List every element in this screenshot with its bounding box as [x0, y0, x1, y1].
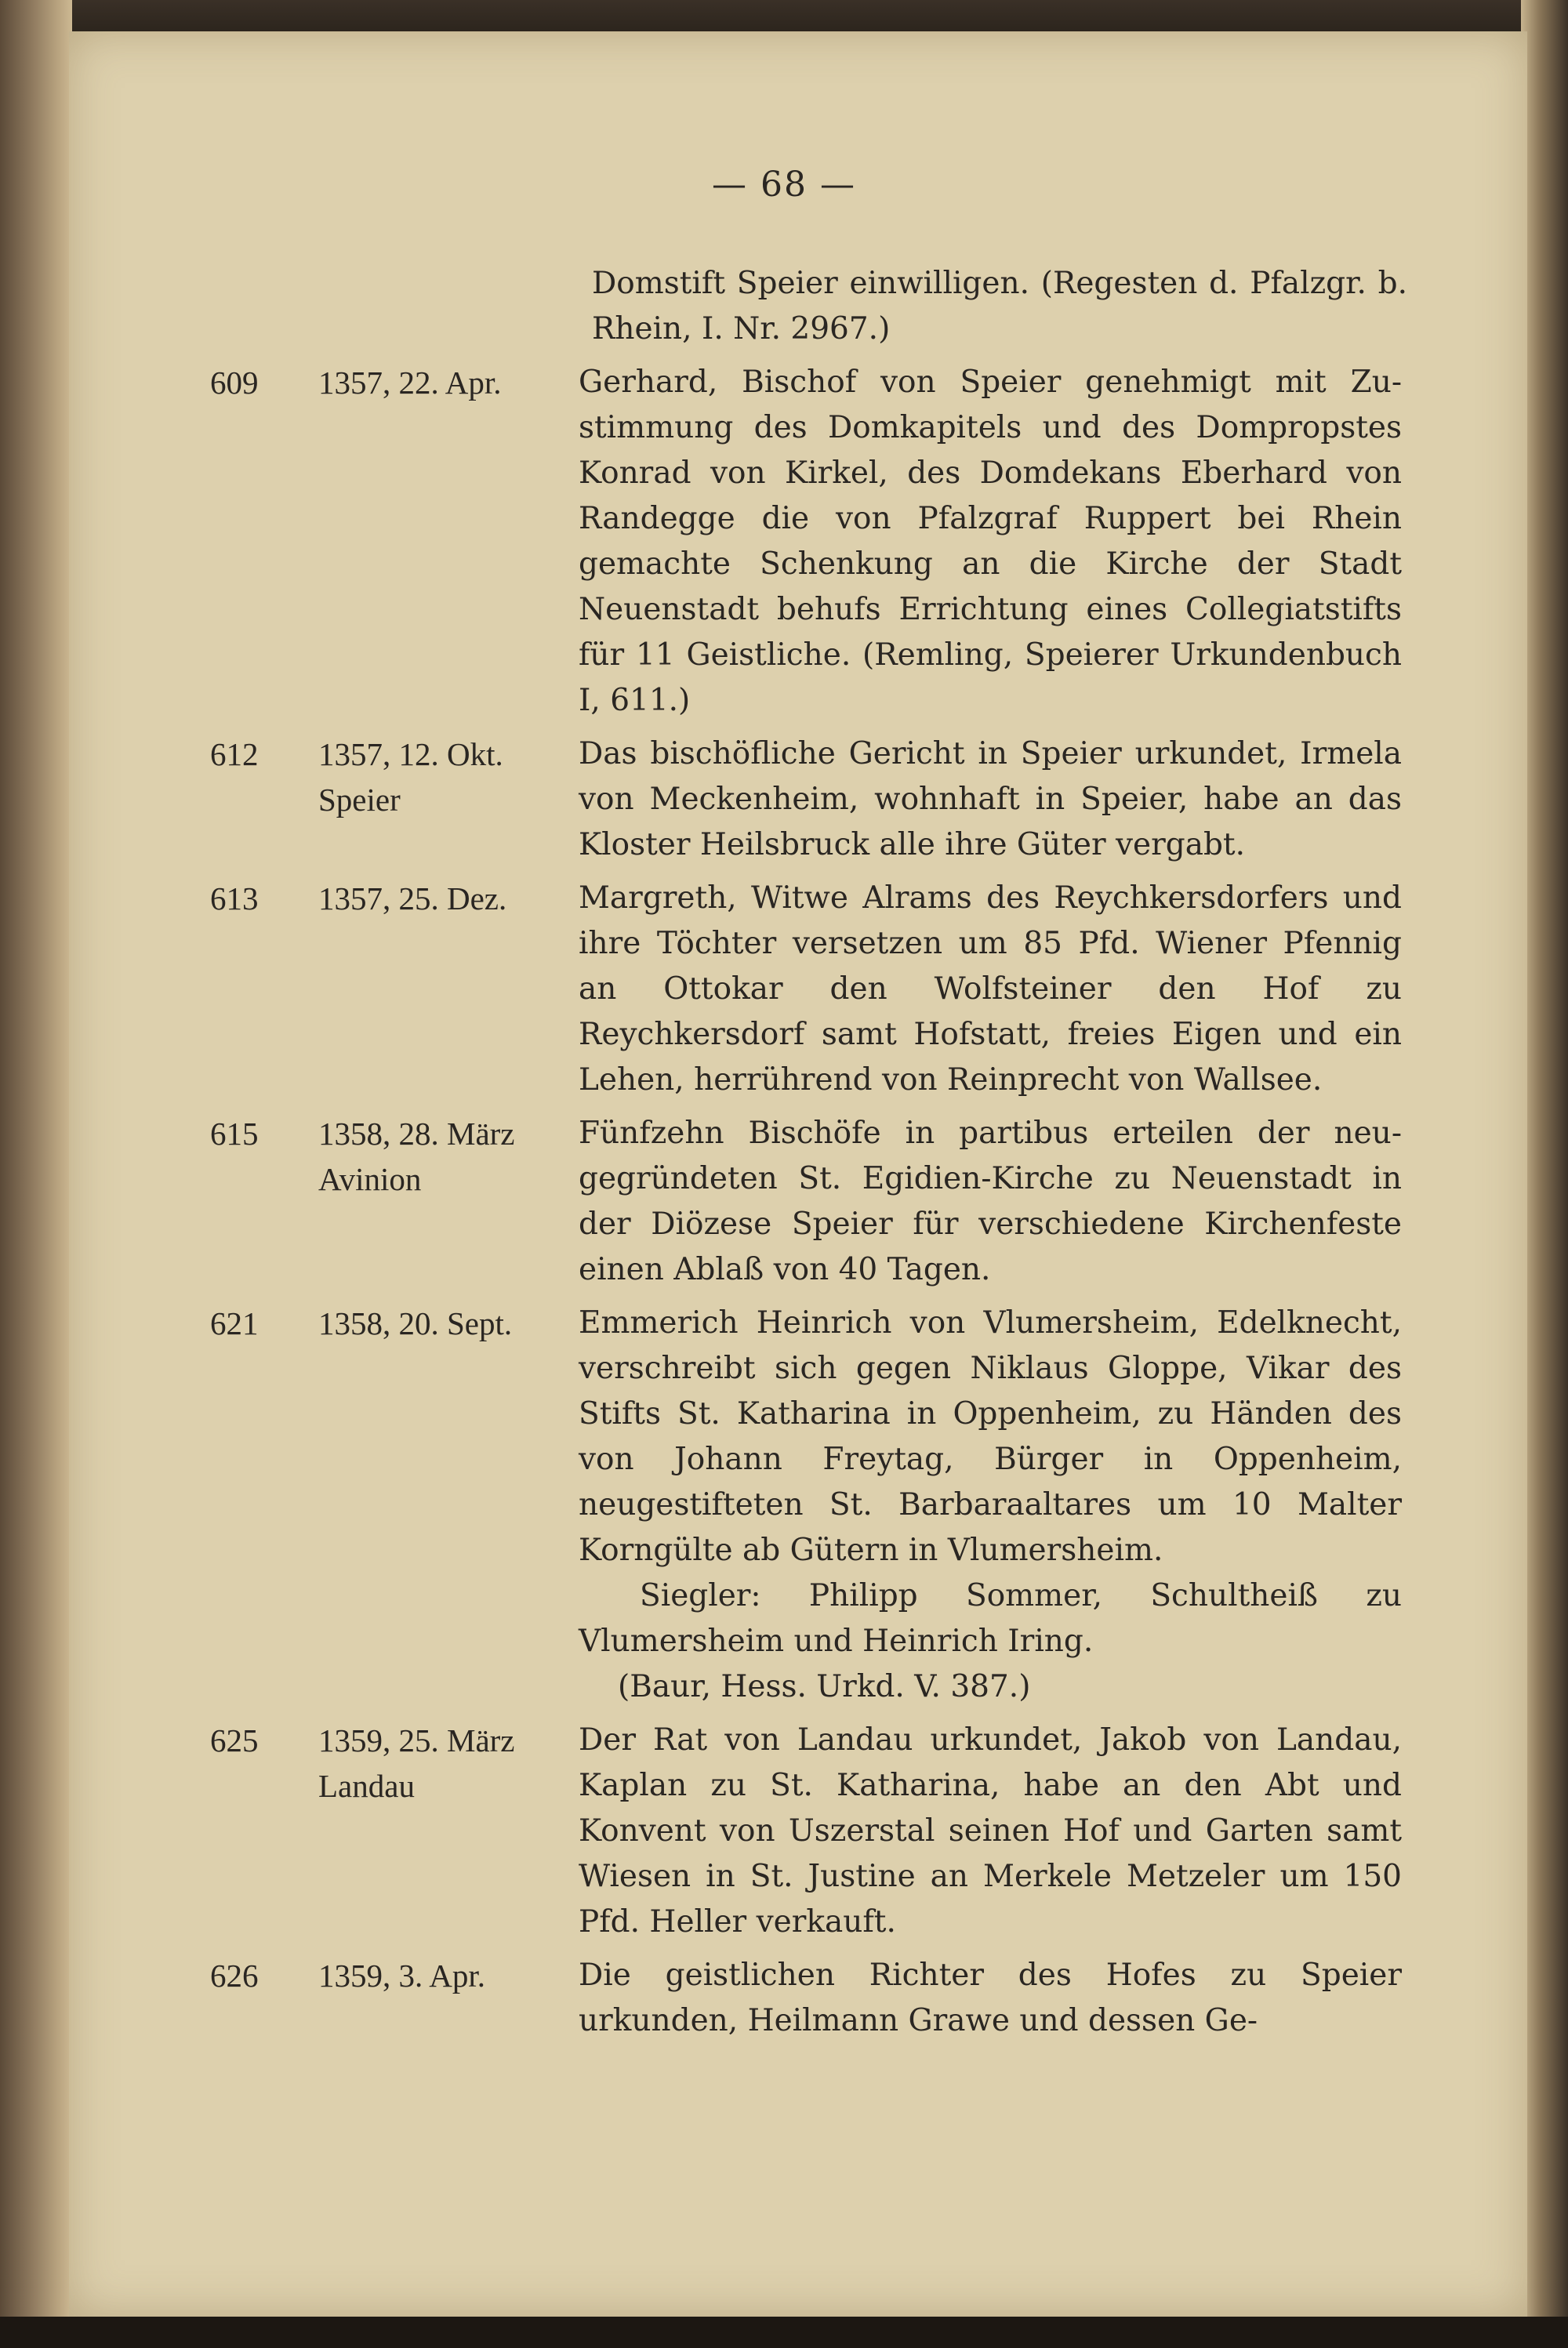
- entry-place: Avinion: [318, 1161, 422, 1197]
- entry-paragraph: Der Rat von Landau urkundet, Jakob von Landau, Kaplan zu St. Katharina, habe an den Abt und Konvent von Uszerstal seinen Hof und Garten samt Wiesen in St. Justine an Merkele Metzeler um 150 Pfd. Heller verkauft.: [579, 1722, 1402, 1940]
- regesta-list: [0, 261, 1568, 2044]
- entry-date: 1359, 3. Apr.: [318, 1958, 485, 1994]
- entry-text: [579, 1301, 1402, 1710]
- entry-number: 609: [210, 365, 259, 401]
- entry-date: 1357, 25. Dez.: [318, 880, 507, 916]
- continuation-text: [592, 261, 1407, 352]
- entry-text: [579, 1111, 1402, 1293]
- entry-text: [579, 1953, 1402, 2044]
- entry-paragraph: Das bischöfliche Gericht in Speier urkundet, Irmela von Meckenheim, wohnhaft in Speier, habe an das Kloster Heilsbruck alle ihre Güter vergabt.: [579, 736, 1402, 862]
- entry-sealers: Siegler: Philipp Sommer, Schultheiß zu Vlumersheim und Heinrich Iring.: [579, 1578, 1402, 1659]
- entry-date: 1358, 20. Sept.: [318, 1305, 513, 1341]
- entry-text: [579, 731, 1402, 868]
- entry-date-place: [318, 876, 569, 921]
- book-edge-top: [0, 0, 1568, 34]
- regest-entry-609: [0, 360, 1568, 724]
- entry-date: 1357, 22. Apr.: [318, 365, 502, 401]
- entry-text: [579, 876, 1402, 1103]
- regest-entry-613: [0, 876, 1568, 1103]
- regest-entry-612: [0, 731, 1568, 868]
- entry-date-place: [318, 1953, 569, 1998]
- entry-date-place: [318, 1301, 569, 1346]
- regest-entry-615: [0, 1111, 1568, 1293]
- regest-entry-625: [0, 1718, 1568, 1945]
- entry-citation: (Baur, Hess. Urkd. V. 387.): [618, 1669, 1031, 1704]
- regest-entry-621: [0, 1301, 1568, 1710]
- regest-entry-626: [0, 1953, 1568, 2044]
- entry-date-place: [318, 1718, 569, 1809]
- entry-number: 612: [210, 736, 259, 772]
- entry-text: [579, 360, 1402, 724]
- book-edge-bottom: [0, 2317, 1568, 2348]
- entry-text: [579, 1718, 1402, 1945]
- entry-date: 1357, 12. Okt.: [318, 736, 503, 772]
- entry-date-place: [318, 1111, 569, 1202]
- page-number: — 68 —: [712, 165, 856, 205]
- entry-number: 626: [210, 1958, 259, 1994]
- entry-date: 1359, 25. März: [318, 1722, 515, 1758]
- entry-number: 625: [210, 1722, 259, 1758]
- entry-number: 615: [210, 1116, 259, 1152]
- entry-paragraph: Emmerich Heinrich von Vlumersheim, Edelknecht, verschreibt sich gegen Niklaus Gloppe, Vikar des Stifts St. Katharina in Oppenheim, zu Händen des von Johann Freytag, Bürger in Oppenheim, neugestifteten St. Barbaraaltares um 10 Malter Korngülte ab Gütern in Vlumersheim.: [579, 1305, 1402, 1568]
- entry-date: 1358, 28. März: [318, 1116, 515, 1152]
- entry-place: Landau: [318, 1768, 415, 1804]
- entry-number: 621: [210, 1305, 259, 1341]
- entry-number: 613: [210, 880, 259, 916]
- continuation-entry: [0, 261, 1568, 352]
- entry-place: Speier: [318, 782, 401, 818]
- entry-paragraph: Fünfzehn Bischöfe in partibus erteilen der neugegründeten St. Egidien-Kirche zu Neuenstadt in der Diözese Speier für verschiedene Kirchenfeste einen Ablaß von 40 Tagen.: [579, 1116, 1402, 1287]
- entry-date-place: [318, 731, 569, 822]
- entry-paragraph: Margreth, Witwe Alrams des Reychkersdorfers und ihre Töchter versetzen um 85 Pfd. Wiener Pfennig an Ottokar den Wolfsteiner den Hof zu Reychkersdorf samt Hofstatt, freies Eigen und ein Lehen, herrührend von Reinprecht von Wallsee.: [579, 880, 1402, 1098]
- entry-paragraph: Gerhard, Bischof von Speier genehmigt mit Zustimmung des Domkapitels und des Dompropstes Konrad von Kirkel, des Domdekans Eberhard von Randegge die von Pfalzgraf Ruppert bei Rhein gemachte Schenkung an die Kirche der Stadt Neuenstadt behufs Errichtung eines Collegiatstifts für 11 Geistliche. (Remling, Speierer Urkundenbuch I, 611.): [579, 365, 1402, 718]
- continuation-paragraph: Domstift Speier einwilligen. (Regesten d. Pfalzgr. b. Rhein, I. Nr. 2967.): [592, 266, 1407, 347]
- entry-paragraph: Die geistlichen Richter des Hofes zu Speier urkunden, Heilmann Grawe und dessen Ge-: [579, 1958, 1402, 2038]
- entry-date-place: [318, 360, 569, 405]
